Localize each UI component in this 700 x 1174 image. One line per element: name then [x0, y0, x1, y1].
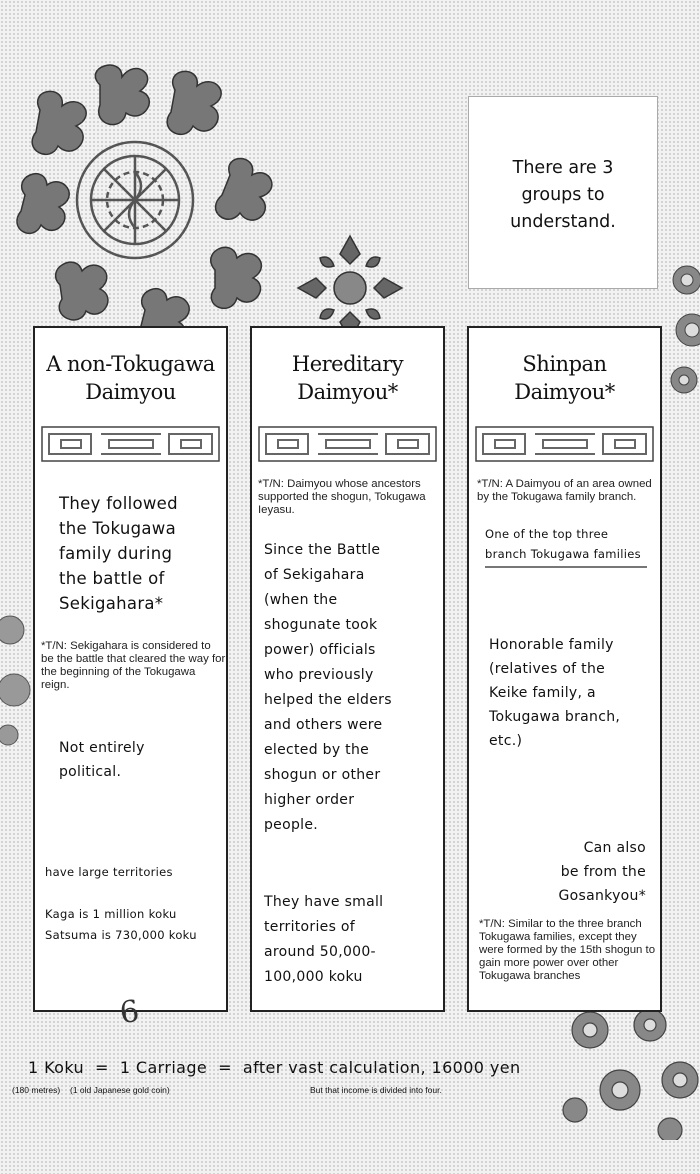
- panel-main-text: They followed the Tokugawa family during the battle of Sekigahara*: [59, 494, 178, 613]
- panel-title: Shinpan Daimyou*: [514, 352, 615, 404]
- panel-shinpan-daimyou: [467, 326, 662, 1012]
- translator-note: *T/N: Daimyou whose ancestors supported the shogun, Tokugawa Ieyasu.: [258, 478, 426, 516]
- carriage-note: (1 old Japanese gold coin): [70, 1085, 170, 1095]
- floral-ornament-large: [0, 55, 290, 365]
- koku-note: (180 metres): [12, 1085, 61, 1095]
- panel-non-tokugawa-daimyou: [33, 326, 228, 1012]
- panel-title: A non-Tokugawa Daimyou: [46, 352, 215, 404]
- territory-text: They have small territories of around 50,000- 100,000 koku: [264, 894, 384, 985]
- territory-text: have large territories: [45, 865, 173, 879]
- floral-ornament-bottom-right: [560, 1000, 700, 1140]
- divider: [485, 566, 647, 568]
- translator-note-2: *T/N: Similar to the three branch Tokugawa families, except they were formed by the 15th shogun to gain more power over other Tokugawa branches: [479, 918, 656, 982]
- translator-note: *T/N: Sekigahara is considered to be the battle that cleared the way for the beginning of the Tokugawa reign.: [41, 640, 226, 691]
- callout-text: There are 3 groups to understand.: [510, 158, 616, 232]
- intro-callout: [468, 96, 658, 289]
- lattice-pattern: [475, 426, 654, 462]
- panel-sub-text: One of the top three branch Tokugawa families: [485, 527, 641, 561]
- panel-main-text: Honorable family (relatives of the Keike family, a Tokugawa branch, etc.): [489, 637, 621, 749]
- panel-main-text: Since the Battle of Sekigahara (when the shogunate took power) officials who previously helped the elders and others were elected by the shogun or other higher order people.: [264, 542, 392, 833]
- panel-extra-text: Not entirely political.: [59, 740, 145, 780]
- panel-hereditary-daimyou: [250, 326, 445, 1012]
- koku-equation: 1 Koku = 1 Carriage = after vast calculation, 16000 yen: [28, 1058, 521, 1077]
- translator-note: *T/N: A Daimyou of an area owned by the Tokugawa family branch.: [477, 478, 652, 503]
- income-note: But that income is divided into four.: [310, 1085, 442, 1095]
- page-number: 6: [117, 993, 142, 1032]
- koku-text: Kaga is 1 million koku Satsuma is 730,000 koku: [45, 907, 197, 942]
- lattice-pattern: [41, 426, 220, 462]
- lattice-pattern: [258, 426, 437, 462]
- panel-extra-text: Can also be from the Gosankyou*: [558, 840, 646, 904]
- panel-title: Hereditary Daimyou*: [291, 352, 404, 404]
